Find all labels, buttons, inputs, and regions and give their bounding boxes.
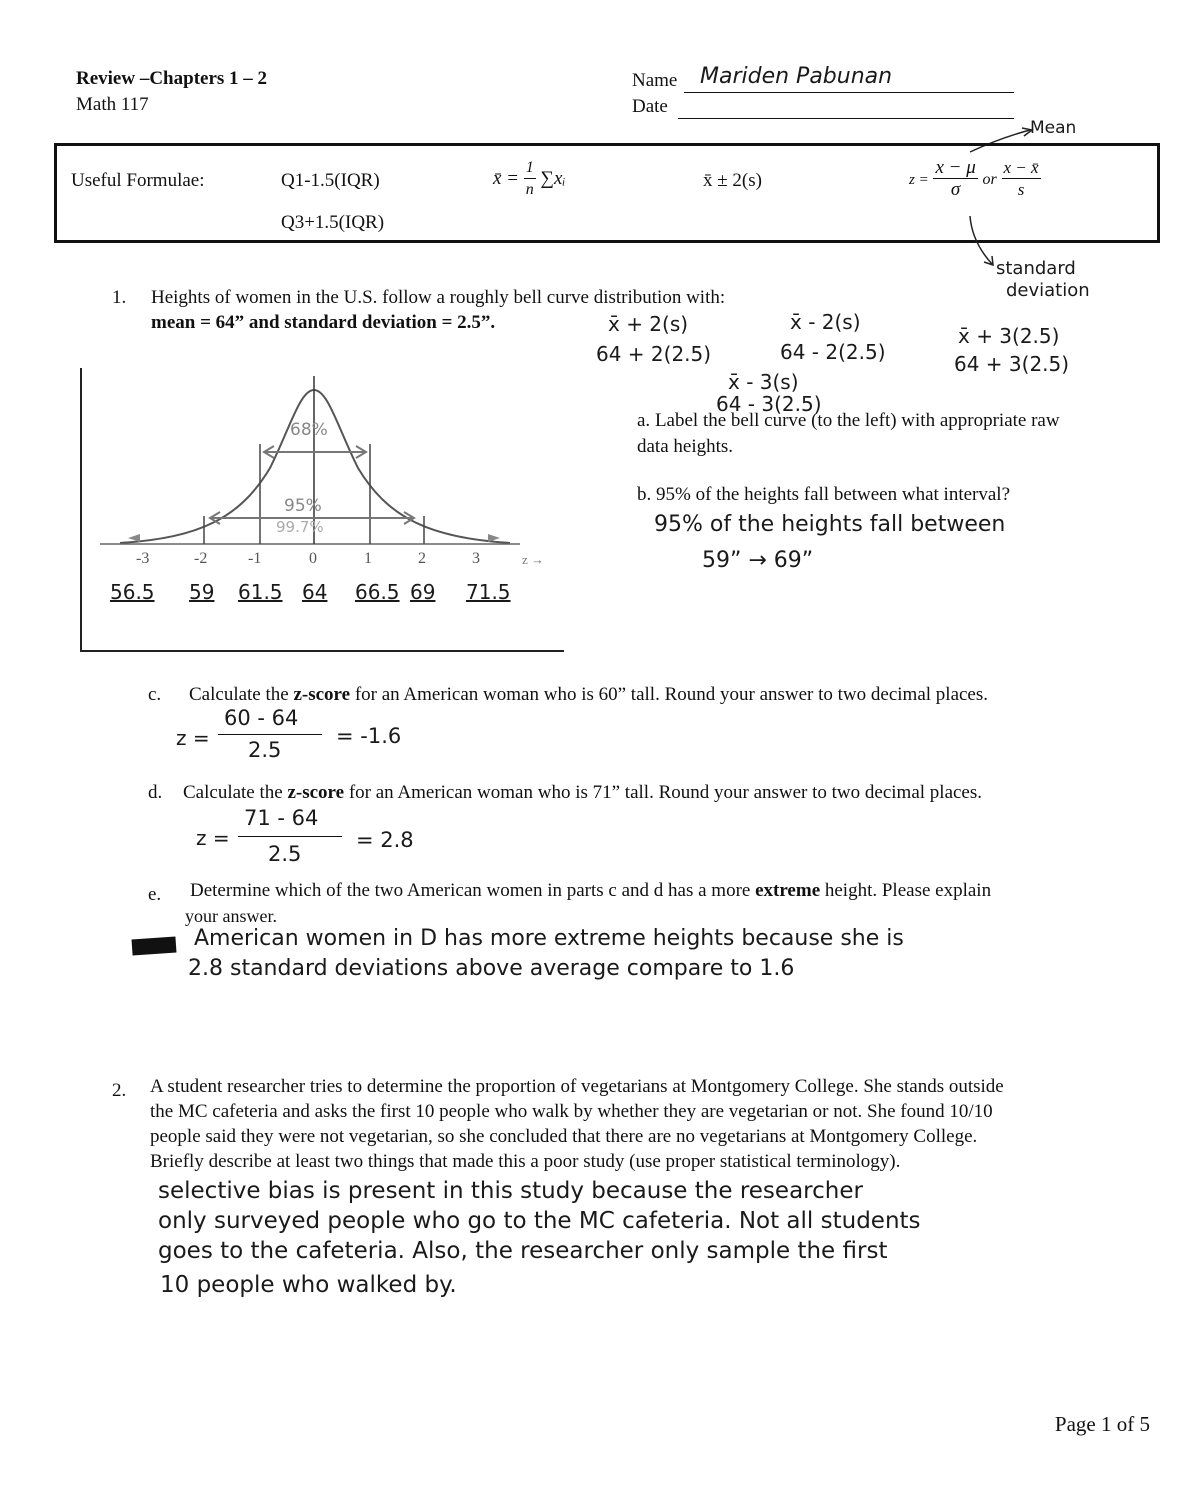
- z-formula-den1: σ: [950, 179, 961, 200]
- z-formula-or: or: [982, 170, 997, 188]
- z-formula-den2: s: [1017, 180, 1025, 199]
- bell-curve-svg: [80, 368, 564, 598]
- q3-fence-formula: Q3+1.5(IQR): [281, 212, 385, 233]
- q1d-label: d.: [148, 782, 163, 803]
- q2-answer-line1[interactable]: selective bias is present in this study because the researcher: [158, 1178, 863, 1204]
- q1d-z-label: z =: [196, 826, 230, 850]
- q1a-label: a.: [637, 410, 651, 431]
- q2-answer-line2[interactable]: only surveyed people who go to the MC cafeteria. Not all students: [158, 1208, 921, 1234]
- label-95-pct: 95%: [284, 496, 322, 516]
- q2-text-line2: the MC cafeteria and asks the first 10 people who walk by whether they are vegetarian or not. She found 10/10: [150, 1101, 993, 1122]
- q1b-text: [637, 484, 1010, 506]
- label-68-pct: 68%: [290, 420, 328, 440]
- q1d-text-pre: Calculate the: [183, 782, 288, 803]
- page-number: Page 1 of 5: [1054, 1412, 1150, 1436]
- annotation-mean: Mean: [1030, 118, 1077, 138]
- z-tick-neg2: -2: [194, 550, 208, 567]
- q2-number: 2.: [112, 1080, 127, 1101]
- q1e-text: [190, 880, 991, 902]
- z-formula-lhs: z =: [909, 171, 929, 188]
- work-plus3-line2: 64 + 3(2.5): [954, 352, 1070, 376]
- height-label-2: 69: [410, 580, 436, 604]
- q1-number: 1.: [112, 287, 127, 308]
- formula-label: Useful Formulae:: [71, 170, 205, 191]
- annotation-sd-1: standard: [996, 258, 1076, 279]
- q1a-text: [637, 410, 1060, 432]
- annotation-sd-2: deviation: [1006, 280, 1090, 301]
- q1c-text: [189, 684, 988, 706]
- q1a-text-line1: Label the bell curve (to the left) with appropriate raw: [654, 410, 1060, 431]
- q1d-text-post: for an American woman who is 71” tall. Round your answer to two decimal places.: [344, 782, 983, 803]
- date-underline: [678, 118, 1014, 119]
- height-label-0: 64: [302, 580, 328, 604]
- name-value[interactable]: Mariden Pabunan: [700, 64, 893, 89]
- z-tick-2: 2: [418, 550, 426, 567]
- q1d-denominator[interactable]: 2.5: [268, 842, 302, 866]
- height-label-1: 66.5: [355, 580, 400, 604]
- work-plus2-line2: 64 + 2(2.5): [596, 342, 712, 366]
- work-minus2-line2: 64 - 2(2.5): [780, 340, 886, 364]
- work-plus3-line1: x̄ + 3(2.5): [958, 324, 1060, 348]
- interval-formula: x̄ ± 2(s): [703, 170, 762, 191]
- q1c-text-post: for an American woman who is 60” tall. Round your answer to two decimal places.: [350, 684, 989, 705]
- q1c-label: c.: [148, 684, 162, 705]
- scribble-strikeout-icon: [131, 936, 176, 955]
- label-99-pct: 99.7%: [276, 518, 324, 536]
- q1c-text-bold: z-score: [293, 684, 351, 705]
- q1d-text: [183, 782, 982, 804]
- height-label-neg2: 59: [189, 580, 215, 604]
- z-axis-label: z →: [522, 552, 545, 567]
- z-tick-1: 1: [364, 550, 372, 567]
- z-formula: [909, 158, 1041, 201]
- document-title: Review –Chapters 1 – 2: [76, 68, 268, 89]
- mean-formula: [493, 158, 566, 201]
- work-plus2-line1: x̄ + 2(s): [608, 312, 689, 336]
- q2-answer-line4[interactable]: 10 people who walked by.: [160, 1272, 457, 1298]
- z-tick-0: 0: [309, 550, 317, 567]
- mean-formula-sum: ∑xᵢ: [540, 167, 566, 189]
- q2-text-line4: Briefly describe at least two things that made this a poor study (use proper statistical terminology).: [150, 1151, 901, 1172]
- mean-formula-num: 1: [524, 158, 536, 179]
- q2-text-line3: people said they were not vegetarian, so she concluded that there are no vegetarians at Montgomery College.: [150, 1126, 978, 1147]
- q2-answer-line3[interactable]: goes to the cafeteria. Also, the researcher only sample the first: [158, 1238, 888, 1264]
- z-formula-num2: x − x̄: [1003, 158, 1039, 177]
- height-label-neg3: 56.5: [110, 580, 155, 604]
- q1-text-line1: Heights of women in the U.S. follow a roughly bell curve distribution with:: [151, 287, 726, 308]
- name-underline: [684, 92, 1014, 93]
- name-label: Name: [632, 70, 678, 91]
- z-tick-neg3: -3: [136, 550, 150, 567]
- z-tick-neg1: -1: [248, 550, 262, 567]
- q1c-result[interactable]: = -1.6: [336, 724, 402, 748]
- q1a-text-line2: data heights.: [637, 436, 734, 457]
- q1c-denominator[interactable]: 2.5: [248, 738, 282, 762]
- z-tick-3: 3: [472, 550, 480, 567]
- height-label-neg1: 61.5: [238, 580, 283, 604]
- q1-fence-formula: Q1-1.5(IQR): [281, 170, 380, 191]
- q1d-fraction-bar: [238, 836, 342, 837]
- height-label-3: 71.5: [466, 580, 511, 604]
- q1b-answer-line1[interactable]: 95% of the heights fall between: [654, 512, 1006, 537]
- q1c-text-pre: Calculate the: [189, 684, 294, 705]
- q1e-text-line2: your answer.: [185, 906, 277, 926]
- q1c-z-label: z =: [176, 726, 210, 750]
- date-label: Date: [632, 96, 668, 117]
- q1e-text-bold: extreme: [755, 880, 821, 901]
- q1e-text-post: height. Please explain: [820, 880, 992, 901]
- q1c-numerator[interactable]: 60 - 64: [224, 706, 299, 730]
- work-minus3-line2: 64 - 3(2.5): [716, 392, 822, 416]
- q1e-label: e.: [148, 884, 162, 905]
- q1e-answer-line1[interactable]: American women in D has more extreme heights because she is: [194, 926, 904, 951]
- work-minus3-line1: x̄ - 3(s): [728, 370, 799, 394]
- q1e-text-pre: Determine which of the two American women in parts c and d has a more: [190, 880, 756, 901]
- q1b-label: b.: [637, 484, 652, 505]
- q2-text-line1: A student researcher tries to determine the proportion of vegetarians at Montgomery College. She stands outside: [150, 1076, 1004, 1097]
- z-formula-num1: x − μ: [935, 157, 976, 178]
- q1b-question: 95% of the heights fall between what interval?: [656, 484, 1011, 505]
- mean-formula-den: n: [525, 181, 534, 198]
- q1d-text-bold: z-score: [287, 782, 345, 803]
- q1d-result[interactable]: = 2.8: [356, 828, 414, 852]
- q1d-numerator[interactable]: 71 - 64: [244, 806, 319, 830]
- q1e-answer-line2[interactable]: 2.8 standard deviations above average compare to 1.6: [188, 956, 795, 981]
- mean-formula-lhs: x̄ =: [493, 167, 520, 189]
- q1c-fraction-bar: [218, 734, 322, 735]
- q1b-answer-line2[interactable]: 59” → 69”: [702, 548, 814, 573]
- q1-text-line2: mean = 64” and standard deviation = 2.5”.: [151, 312, 496, 333]
- course-label: Math 117: [76, 94, 149, 115]
- work-minus2-line1: x̄ - 2(s): [790, 310, 861, 334]
